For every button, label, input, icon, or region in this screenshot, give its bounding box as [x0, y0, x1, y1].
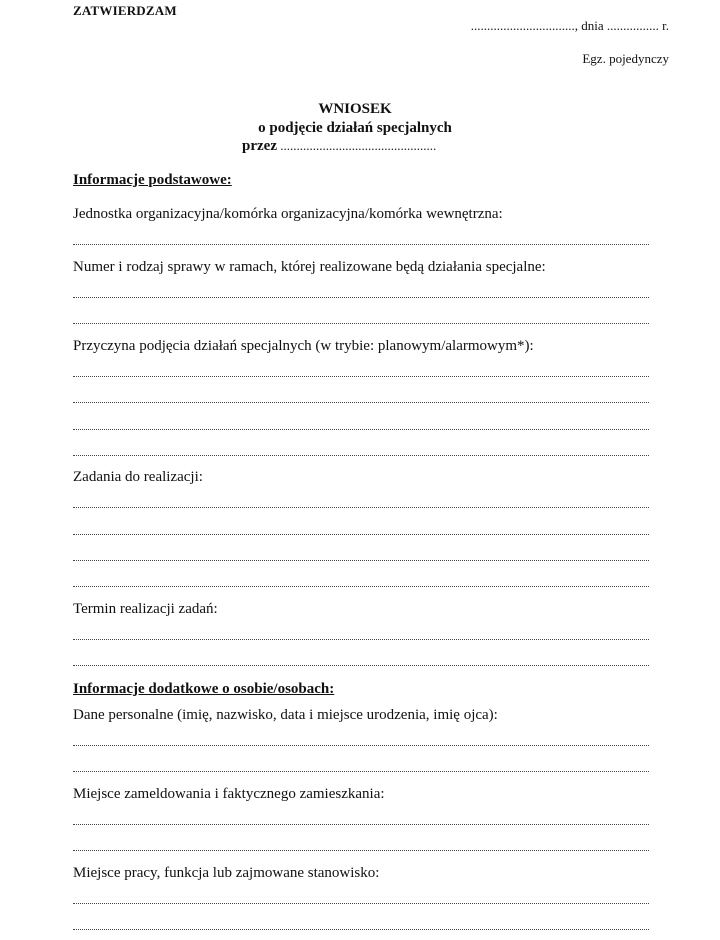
reason-label: Przyczyna podjęcia działań specjalnych (w trybie: planowym/alarmowym*): [73, 338, 534, 354]
personal-data-label: Dane personalne (imię, nazwisko, data i miejsce urodzenia, imię ojca): [73, 707, 498, 723]
workplace-label: Miejsce pracy, funkcja lub zajmowane stanowisko: [73, 865, 380, 881]
unit-fill-line[interactable] [73, 244, 649, 245]
tasks-label: Zadania do realizacji: [73, 469, 203, 485]
place-date-line: ................................, dnia ................ r. [470, 18, 669, 33]
reason-fill-line[interactable] [73, 429, 649, 430]
reason-fill-line[interactable] [73, 402, 649, 403]
approval-label: ZATWIERDZAM [73, 3, 177, 18]
personal-data-fill-line[interactable] [73, 745, 649, 746]
deadline-fill-line[interactable] [73, 665, 649, 666]
reason-fill-line[interactable] [73, 376, 649, 377]
residence-fill-line[interactable] [73, 850, 649, 851]
case-fill-line[interactable] [73, 297, 649, 298]
requested-by-dots: ................................................ [276, 138, 437, 153]
additional-info-heading: Informacje dodatkowe o osobie/osobach: [73, 681, 335, 697]
tasks-fill-line[interactable] [73, 560, 649, 561]
residence-label: Miejsce zameldowania i faktycznego zamieszkania: [73, 786, 385, 802]
residence-fill-line[interactable] [73, 824, 649, 825]
tasks-fill-line[interactable] [73, 507, 649, 508]
document-subtitle: o podjęcie działań specjalnych [258, 120, 452, 136]
requested-by-line [242, 138, 436, 155]
workplace-fill-line[interactable] [73, 929, 649, 930]
unit-label: Jednostka organizacyjna/komórka organizacyjna/komórka wewnętrzna: [73, 206, 503, 222]
document-title: WNIOSEK [318, 101, 392, 117]
reason-fill-line[interactable] [73, 455, 649, 456]
deadline-label: Termin realizacji zadań: [73, 601, 218, 617]
workplace-fill-line[interactable] [73, 903, 649, 904]
requested-by-label: przez [242, 138, 277, 154]
copy-note: Egz. pojedynczy [582, 51, 669, 66]
personal-data-fill-line[interactable] [73, 771, 649, 772]
case-fill-line[interactable] [73, 323, 649, 324]
deadline-fill-line[interactable] [73, 639, 649, 640]
tasks-fill-line[interactable] [73, 534, 649, 535]
tasks-fill-line[interactable] [73, 586, 649, 587]
case-label: Numer i rodzaj sprawy w ramach, której realizowane będą działania specjalne: [73, 259, 546, 275]
basic-info-heading: Informacje podstawowe: [73, 172, 232, 188]
